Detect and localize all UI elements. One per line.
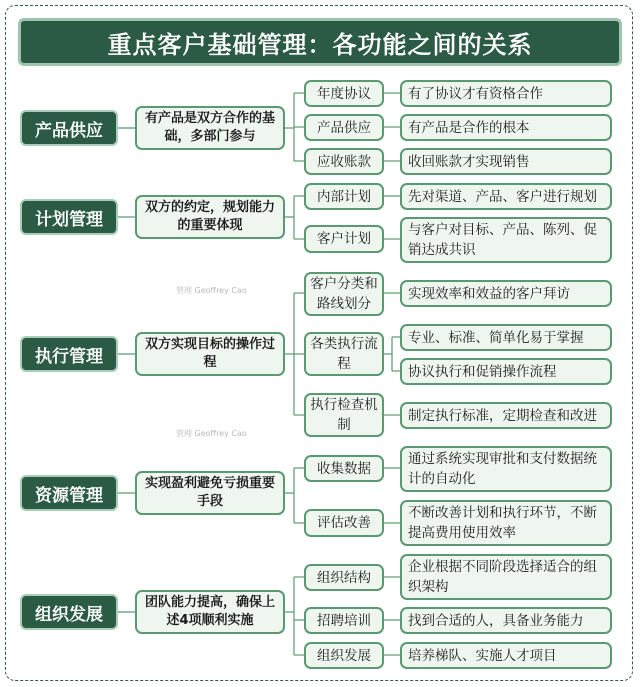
function-node: 组织发展 — [304, 642, 384, 669]
function-detail: 与客户对目标、产品、陈列、促销达成共识 — [400, 217, 612, 263]
function-detail: 收回账款才实现销售 — [400, 148, 612, 175]
diagram-title: 重点客户基础管理：各功能之间的关系 — [18, 18, 622, 66]
category-description: 有产品是双方合作的基础，多部门参与 — [135, 106, 285, 150]
function-detail: 实现效率和效益的客户拜访 — [400, 280, 612, 307]
category-description: 双方的约定，规划能力的重要体现 — [135, 195, 285, 239]
category-execution: 执行管理 — [20, 336, 118, 372]
function-node: 收集数据 — [304, 455, 384, 482]
function-node: 招聘培训 — [304, 607, 384, 634]
category-planning: 计划管理 — [20, 199, 118, 235]
function-detail: 先对渠道、产品、客户进行规划 — [400, 183, 612, 210]
function-detail: 找到合适的人，具备业务能力 — [400, 607, 612, 634]
function-node: 产品供应 — [304, 114, 384, 141]
function-detail: 不断改善计划和执行环节，不断提高费用使用效率 — [400, 500, 612, 546]
watermark: 管理 Geoffrey Cao — [176, 429, 247, 438]
function-node: 年度协议 — [304, 80, 384, 107]
function-node: 评估改善 — [304, 509, 384, 537]
function-detail: 协议执行和促销操作流程 — [400, 358, 612, 385]
category-product-supply: 产品供应 — [20, 110, 118, 146]
category-resources: 资源管理 — [20, 475, 118, 511]
function-detail: 有了协议才有资格合作 — [400, 80, 612, 107]
function-detail: 制定执行标准，定期检查和改进 — [400, 402, 612, 429]
function-node: 客户分类和路线划分 — [304, 272, 384, 316]
function-node: 组织结构 — [304, 564, 384, 591]
function-detail: 有产品是合作的根本 — [400, 114, 612, 141]
function-node: 执行检查机制 — [304, 393, 384, 437]
function-node: 各类执行流程 — [304, 332, 384, 376]
function-detail: 培养梯队、实施人才项目 — [400, 642, 612, 669]
category-description: 实现盈利避免亏损重要手段 — [135, 471, 285, 515]
function-detail: 企业根据不同阶段选择适合的组织架构 — [400, 554, 612, 600]
watermark: 管理 Geoffrey Cao — [176, 286, 247, 295]
function-node: 客户计划 — [304, 225, 384, 253]
category-org-development: 组织发展 — [20, 594, 118, 630]
function-node: 内部计划 — [304, 183, 384, 210]
category-description: 团队能力提高，确保上述4项顺利实施 — [135, 590, 285, 634]
function-detail: 专业、标准、简单化易于掌握 — [400, 324, 612, 351]
function-detail: 通过系统实现审批和支付数据统计的自动化 — [400, 446, 612, 492]
function-node: 应收账款 — [304, 148, 384, 175]
category-description: 双方实现目标的操作过程 — [135, 332, 285, 376]
